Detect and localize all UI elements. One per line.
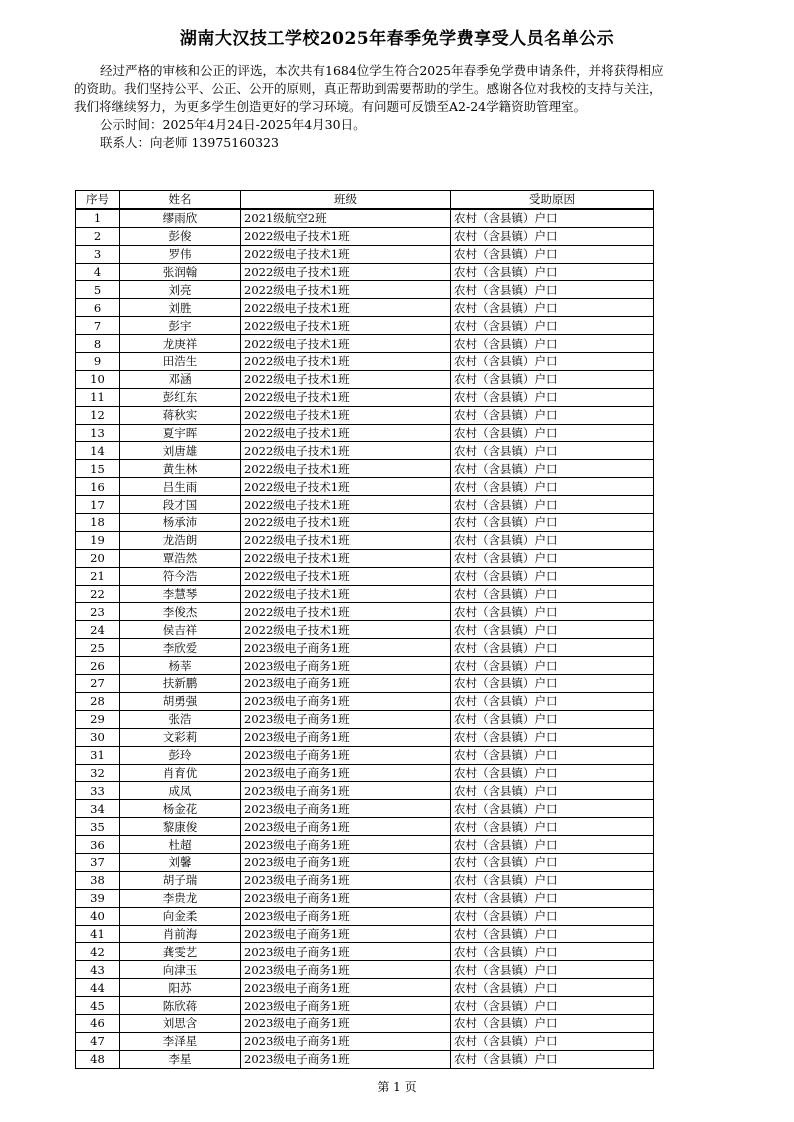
- cell-student-name: 吕生雨: [120, 478, 241, 496]
- cell-serial-number: 32: [76, 764, 120, 782]
- cell-aid-reason: 农村（含县镇）户口: [451, 997, 654, 1015]
- cell-class: 2023级电子商务1班: [241, 657, 451, 675]
- cell-class: 2022级电子技术1班: [241, 317, 451, 335]
- cell-student-name: 黎康俊: [120, 818, 241, 836]
- student-roster-table: [75, 190, 654, 1069]
- cell-student-name: 罗伟: [120, 245, 241, 263]
- cell-aid-reason: 农村（含县镇）户口: [451, 907, 654, 925]
- cell-class: 2023级电子商务1班: [241, 800, 451, 818]
- cell-class: 2022级电子技术1班: [241, 621, 451, 639]
- cell-aid-reason: 农村（含县镇）户口: [451, 209, 654, 227]
- table-row: [76, 675, 654, 693]
- cell-aid-reason: 农村（含县镇）户口: [451, 406, 654, 424]
- cell-serial-number: 21: [76, 567, 120, 585]
- cell-serial-number: 31: [76, 746, 120, 764]
- table-row: [76, 639, 654, 657]
- cell-aid-reason: 农村（含县镇）户口: [451, 478, 654, 496]
- cell-student-name: 刘胜: [120, 299, 241, 317]
- cell-serial-number: 46: [76, 1014, 120, 1032]
- cell-serial-number: 41: [76, 925, 120, 943]
- table-row: [76, 227, 654, 245]
- cell-student-name: 李慧琴: [120, 585, 241, 603]
- cell-serial-number: 2: [76, 227, 120, 245]
- cell-student-name: 李星: [120, 1050, 241, 1068]
- cell-student-name: 彭红东: [120, 388, 241, 406]
- cell-class: 2022级电子技术1班: [241, 245, 451, 263]
- cell-aid-reason: 农村（含县镇）户口: [451, 692, 654, 710]
- cell-serial-number: 15: [76, 460, 120, 478]
- cell-student-name: 彭玲: [120, 746, 241, 764]
- cell-class: 2022级电子技术1班: [241, 603, 451, 621]
- table-row: [76, 800, 654, 818]
- table-row: [76, 657, 654, 675]
- table-row: [76, 710, 654, 728]
- cell-class: 2023级电子商务1班: [241, 997, 451, 1015]
- table-row: [76, 478, 654, 496]
- table-row: [76, 818, 654, 836]
- cell-student-name: 向金柔: [120, 907, 241, 925]
- table-row: [76, 782, 654, 800]
- cell-student-name: 刘思含: [120, 1014, 241, 1032]
- cell-serial-number: 36: [76, 836, 120, 854]
- cell-serial-number: 8: [76, 335, 120, 353]
- table-row: [76, 335, 654, 353]
- cell-serial-number: 3: [76, 245, 120, 263]
- cell-student-name: 杜超: [120, 836, 241, 854]
- cell-serial-number: 13: [76, 424, 120, 442]
- cell-aid-reason: 农村（含县镇）户口: [451, 496, 654, 514]
- cell-serial-number: 42: [76, 943, 120, 961]
- table-row: [76, 925, 654, 943]
- cell-aid-reason: 农村（含县镇）户口: [451, 514, 654, 532]
- cell-student-name: 缪雨欣: [120, 209, 241, 227]
- table-row: [76, 907, 654, 925]
- cell-aid-reason: 农村（含县镇）户口: [451, 388, 654, 406]
- cell-class: 2023级电子商务1班: [241, 675, 451, 693]
- cell-class: 2023级电子商务1班: [241, 746, 451, 764]
- cell-class: 2023级电子商务1班: [241, 1014, 451, 1032]
- cell-serial-number: 40: [76, 907, 120, 925]
- cell-student-name: 杨莘: [120, 657, 241, 675]
- cell-serial-number: 6: [76, 299, 120, 317]
- cell-class: 2023级电子商务1班: [241, 871, 451, 889]
- table-row: [76, 621, 654, 639]
- cell-serial-number: 47: [76, 1032, 120, 1050]
- cell-aid-reason: 农村（含县镇）户口: [451, 818, 654, 836]
- table-row: [76, 746, 654, 764]
- cell-student-name: 成凤: [120, 782, 241, 800]
- table-row: [76, 764, 654, 782]
- cell-serial-number: 1: [76, 209, 120, 227]
- cell-aid-reason: 农村（含县镇）户口: [451, 979, 654, 997]
- cell-class: 2022级电子技术1班: [241, 388, 451, 406]
- cell-student-name: 蒋秋实: [120, 406, 241, 424]
- cell-serial-number: 44: [76, 979, 120, 997]
- table-row: [76, 245, 654, 263]
- cell-class: 2023级电子商务1班: [241, 728, 451, 746]
- cell-serial-number: 12: [76, 406, 120, 424]
- cell-student-name: 张润翰: [120, 263, 241, 281]
- cell-aid-reason: 农村（含县镇）户口: [451, 943, 654, 961]
- cell-serial-number: 38: [76, 871, 120, 889]
- cell-student-name: 龙浩朗: [120, 531, 241, 549]
- cell-serial-number: 5: [76, 281, 120, 299]
- cell-student-name: 符今浩: [120, 567, 241, 585]
- table-row: [76, 943, 654, 961]
- table-row: [76, 263, 654, 281]
- cell-class: 2022级电子技术1班: [241, 585, 451, 603]
- cell-student-name: 阳苏: [120, 979, 241, 997]
- cell-aid-reason: 农村（含县镇）户口: [451, 603, 654, 621]
- cell-class: 2023级电子商务1班: [241, 818, 451, 836]
- cell-student-name: 扶新鹏: [120, 675, 241, 693]
- table-row: [76, 549, 654, 567]
- intro-section: [74, 62, 664, 152]
- cell-serial-number: 26: [76, 657, 120, 675]
- table-row: [76, 961, 654, 979]
- cell-serial-number: 29: [76, 710, 120, 728]
- header-serial-number: 序号: [76, 191, 120, 209]
- cell-class: 2022级电子技术1班: [241, 514, 451, 532]
- cell-class: 2022级电子技术1班: [241, 281, 451, 299]
- cell-class: 2023级电子商务1班: [241, 710, 451, 728]
- cell-class: 2022级电子技术1班: [241, 353, 451, 371]
- cell-student-name: 段才国: [120, 496, 241, 514]
- cell-class: 2022级电子技术1班: [241, 424, 451, 442]
- cell-aid-reason: 农村（含县镇）户口: [451, 263, 654, 281]
- page-title: 湖南大汉技工学校2025年春季免学费享受人员名单公示: [179, 29, 615, 49]
- table-row: [76, 514, 654, 532]
- table-row: [76, 353, 654, 371]
- cell-student-name: 文彩莉: [120, 728, 241, 746]
- cell-serial-number: 34: [76, 800, 120, 818]
- table-row: [76, 406, 654, 424]
- cell-serial-number: 18: [76, 514, 120, 532]
- cell-student-name: 李俊杰: [120, 603, 241, 621]
- cell-aid-reason: 农村（含县镇）户口: [451, 317, 654, 335]
- table-row: [76, 1014, 654, 1032]
- cell-class: 2022级电子技术1班: [241, 549, 451, 567]
- cell-aid-reason: 农村（含县镇）户口: [451, 531, 654, 549]
- cell-serial-number: 48: [76, 1050, 120, 1068]
- cell-student-name: 李泽星: [120, 1032, 241, 1050]
- cell-aid-reason: 农村（含县镇）户口: [451, 549, 654, 567]
- cell-aid-reason: 农村（含县镇）户口: [451, 710, 654, 728]
- cell-serial-number: 7: [76, 317, 120, 335]
- table-row: [76, 442, 654, 460]
- cell-student-name: 田浩生: [120, 353, 241, 371]
- cell-class: 2023级电子商务1班: [241, 961, 451, 979]
- cell-student-name: 黄生林: [120, 460, 241, 478]
- cell-class: 2023级电子商务1班: [241, 1032, 451, 1050]
- cell-serial-number: 4: [76, 263, 120, 281]
- cell-student-name: 彭宇: [120, 317, 241, 335]
- cell-class: 2022级电子技术1班: [241, 460, 451, 478]
- cell-student-name: 刘馨: [120, 853, 241, 871]
- cell-serial-number: 25: [76, 639, 120, 657]
- cell-serial-number: 28: [76, 692, 120, 710]
- cell-class: 2022级电子技术1班: [241, 496, 451, 514]
- table-row: [76, 1050, 654, 1068]
- page-number: 第 1 页: [377, 1080, 417, 1094]
- contact-line: 联系人：向老师 13975160323: [100, 135, 279, 150]
- cell-serial-number: 24: [76, 621, 120, 639]
- cell-serial-number: 11: [76, 388, 120, 406]
- cell-serial-number: 45: [76, 997, 120, 1015]
- table-row: [76, 853, 654, 871]
- cell-class: 2022级电子技术1班: [241, 406, 451, 424]
- table-row: [76, 979, 654, 997]
- cell-aid-reason: 农村（含县镇）户口: [451, 639, 654, 657]
- cell-class: 2022级电子技术1班: [241, 478, 451, 496]
- cell-class: 2023级电子商务1班: [241, 943, 451, 961]
- table-row: [76, 281, 654, 299]
- cell-class: 2022级电子技术1班: [241, 370, 451, 388]
- cell-student-name: 夏宇晖: [120, 424, 241, 442]
- header-aid-reason: 受助原因: [451, 191, 654, 209]
- cell-student-name: 李贵龙: [120, 889, 241, 907]
- table-row: [76, 585, 654, 603]
- cell-serial-number: 39: [76, 889, 120, 907]
- cell-aid-reason: 农村（含县镇）户口: [451, 871, 654, 889]
- cell-student-name: 陈欣蒋: [120, 997, 241, 1015]
- cell-aid-reason: 农村（含县镇）户口: [451, 728, 654, 746]
- cell-aid-reason: 农村（含县镇）户口: [451, 889, 654, 907]
- cell-class: 2023级电子商务1班: [241, 1050, 451, 1068]
- table-row: [76, 603, 654, 621]
- cell-aid-reason: 农村（含县镇）户口: [451, 836, 654, 854]
- cell-serial-number: 30: [76, 728, 120, 746]
- cell-class: 2023级电子商务1班: [241, 782, 451, 800]
- cell-class: 2023级电子商务1班: [241, 889, 451, 907]
- cell-aid-reason: 农村（含县镇）户口: [451, 424, 654, 442]
- cell-aid-reason: 农村（含县镇）户口: [451, 370, 654, 388]
- cell-serial-number: 20: [76, 549, 120, 567]
- cell-aid-reason: 农村（含县镇）户口: [451, 675, 654, 693]
- table-row: [76, 317, 654, 335]
- cell-aid-reason: 农村（含县镇）户口: [451, 353, 654, 371]
- table-row: [76, 692, 654, 710]
- cell-aid-reason: 农村（含县镇）户口: [451, 1032, 654, 1050]
- cell-serial-number: 33: [76, 782, 120, 800]
- cell-student-name: 覃浩然: [120, 549, 241, 567]
- cell-aid-reason: 农村（含县镇）户口: [451, 746, 654, 764]
- cell-class: 2023级电子商务1班: [241, 764, 451, 782]
- cell-student-name: 刘亮: [120, 281, 241, 299]
- cell-aid-reason: 农村（含县镇）户口: [451, 1050, 654, 1068]
- publicity-period: 公示时间：2025年4月24日-2025年4月30日。: [100, 117, 366, 132]
- cell-student-name: 肖育优: [120, 764, 241, 782]
- cell-aid-reason: 农村（含县镇）户口: [451, 961, 654, 979]
- cell-student-name: 杨承沛: [120, 514, 241, 532]
- cell-serial-number: 14: [76, 442, 120, 460]
- table-row: [76, 299, 654, 317]
- cell-student-name: 侯吉祥: [120, 621, 241, 639]
- table-body: [76, 209, 654, 1068]
- cell-class: 2023级电子商务1班: [241, 836, 451, 854]
- cell-serial-number: 16: [76, 478, 120, 496]
- header-class: 班级: [241, 191, 451, 209]
- cell-aid-reason: 农村（含县镇）户口: [451, 853, 654, 871]
- cell-aid-reason: 农村（含县镇）户口: [451, 567, 654, 585]
- cell-aid-reason: 农村（含县镇）户口: [451, 657, 654, 675]
- cell-student-name: 向津玉: [120, 961, 241, 979]
- cell-student-name: 邓涵: [120, 370, 241, 388]
- cell-student-name: 肖前海: [120, 925, 241, 943]
- cell-class: 2023级电子商务1班: [241, 692, 451, 710]
- cell-class: 2023级电子商务1班: [241, 853, 451, 871]
- cell-student-name: 李欣爱: [120, 639, 241, 657]
- cell-aid-reason: 农村（含县镇）户口: [451, 227, 654, 245]
- cell-serial-number: 19: [76, 531, 120, 549]
- cell-class: 2022级电子技术1班: [241, 299, 451, 317]
- cell-student-name: 龚雯艺: [120, 943, 241, 961]
- cell-student-name: 胡子瑞: [120, 871, 241, 889]
- cell-class: 2022级电子技术1班: [241, 567, 451, 585]
- cell-aid-reason: 农村（含县镇）户口: [451, 442, 654, 460]
- cell-serial-number: 35: [76, 818, 120, 836]
- cell-class: 2023级电子商务1班: [241, 907, 451, 925]
- table-header-row: [76, 191, 654, 209]
- cell-class: 2023级电子商务1班: [241, 979, 451, 997]
- cell-class: 2021级航空2班: [241, 209, 451, 227]
- cell-class: 2022级电子技术1班: [241, 442, 451, 460]
- cell-serial-number: 43: [76, 961, 120, 979]
- cell-serial-number: 17: [76, 496, 120, 514]
- cell-serial-number: 22: [76, 585, 120, 603]
- cell-aid-reason: 农村（含县镇）户口: [451, 1014, 654, 1032]
- cell-serial-number: 37: [76, 853, 120, 871]
- cell-student-name: 张浩: [120, 710, 241, 728]
- header-name: 姓名: [120, 191, 241, 209]
- cell-class: 2022级电子技术1班: [241, 227, 451, 245]
- table-row: [76, 209, 654, 227]
- cell-class: 2022级电子技术1班: [241, 263, 451, 281]
- cell-aid-reason: 农村（含县镇）户口: [451, 925, 654, 943]
- cell-aid-reason: 农村（含县镇）户口: [451, 299, 654, 317]
- cell-aid-reason: 农村（含县镇）户口: [451, 245, 654, 263]
- cell-class: 2023级电子商务1班: [241, 639, 451, 657]
- cell-serial-number: 9: [76, 353, 120, 371]
- cell-aid-reason: 农村（含县镇）户口: [451, 460, 654, 478]
- table-row: [76, 370, 654, 388]
- table-row: [76, 1032, 654, 1050]
- cell-class: 2023级电子商务1班: [241, 925, 451, 943]
- cell-aid-reason: 农村（含县镇）户口: [451, 764, 654, 782]
- cell-student-name: 刘唐雄: [120, 442, 241, 460]
- cell-aid-reason: 农村（含县镇）户口: [451, 782, 654, 800]
- intro-paragraph: 经过严格的审核和公正的评选，本次共有1684位学生符合2025年春季免学费申请条件，并将获得相应的资助。我们坚持公平、公正、公开的原则，真正帮助到需要帮助的学生。感谢各位对我校的支持与关注，我们将继续努力，为更多学生创造更好的学习环境。有问题可反馈至A2-24学籍资助管理室。: [74, 63, 664, 114]
- table-row: [76, 728, 654, 746]
- table-row: [76, 836, 654, 854]
- cell-serial-number: 27: [76, 675, 120, 693]
- cell-class: 2022级电子技术1班: [241, 335, 451, 353]
- cell-student-name: 胡勇强: [120, 692, 241, 710]
- table-row: [76, 997, 654, 1015]
- table-row: [76, 889, 654, 907]
- cell-aid-reason: 农村（含县镇）户口: [451, 335, 654, 353]
- table-row: [76, 496, 654, 514]
- table-row: [76, 388, 654, 406]
- cell-aid-reason: 农村（含县镇）户口: [451, 281, 654, 299]
- cell-class: 2022级电子技术1班: [241, 531, 451, 549]
- table-row: [76, 460, 654, 478]
- table-row: [76, 531, 654, 549]
- cell-aid-reason: 农村（含县镇）户口: [451, 800, 654, 818]
- cell-aid-reason: 农村（含县镇）户口: [451, 621, 654, 639]
- table-row: [76, 567, 654, 585]
- cell-serial-number: 23: [76, 603, 120, 621]
- cell-student-name: 彭俊: [120, 227, 241, 245]
- cell-student-name: 杨金花: [120, 800, 241, 818]
- table-row: [76, 424, 654, 442]
- table-row: [76, 871, 654, 889]
- cell-serial-number: 10: [76, 370, 120, 388]
- cell-aid-reason: 农村（含县镇）户口: [451, 585, 654, 603]
- cell-student-name: 龙庚祥: [120, 335, 241, 353]
